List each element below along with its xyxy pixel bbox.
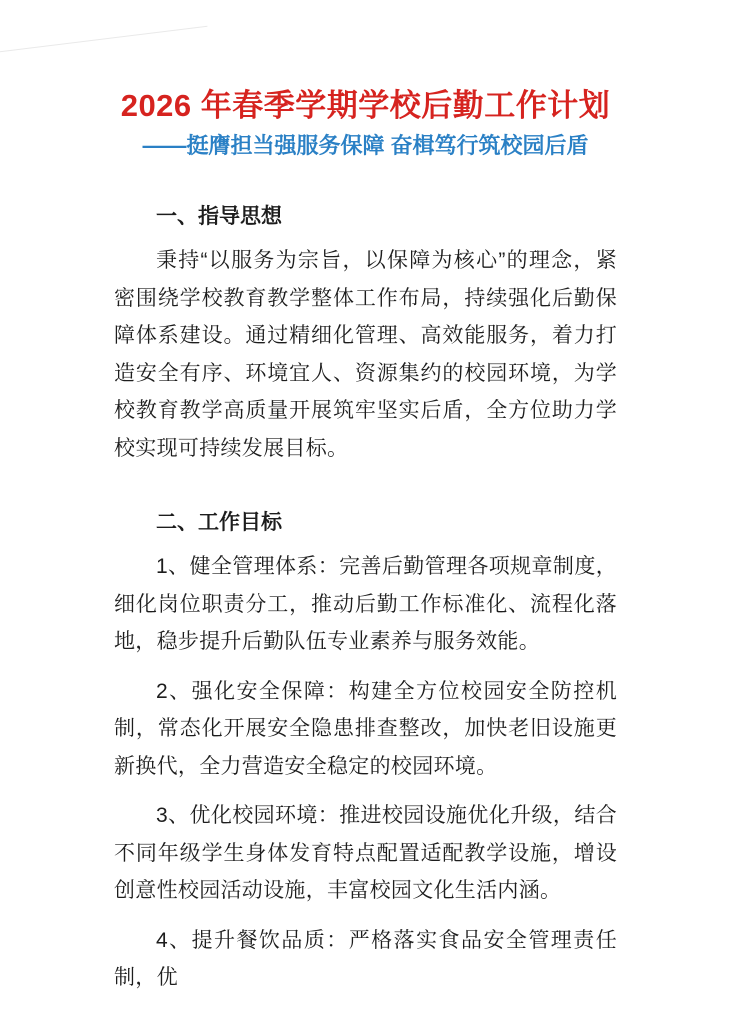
scan-edge-artifact (0, 26, 207, 53)
work-goal-item-2: 2、强化安全保障：构建全方位校园安全防控机制，常态化开展安全隐患排查整改，加快老旧设施更新换代，全力营造安全稳定的校园环境。 (114, 679, 617, 778)
work-goal-item-3: 3、优化校园环境：推进校园设施优化升级，结合不同年级学生身体发育特点配置适配教学设施，增设创意性校园活动设施，丰富校园文化生活内涵。 (114, 804, 617, 902)
document-title: 2026 年春季学期学校后勤工作计划 (120, 88, 611, 123)
section-heading-guiding-ideology: 一、指导思想 (156, 205, 282, 228)
work-goal-item-1: 1、健全管理体系：完善后勤管理各项规章制度，细化岗位职责分工，推动后勤工作标准化、流程化落地，稳步提升后勤队伍专业素养与服务效能。 (114, 555, 617, 653)
work-goal-item-4-truncated: 4、提升餐饮品质：严格落实食品安全管理责任制，优 (114, 928, 617, 989)
section-heading-work-goals: 二、工作目标 (156, 511, 282, 534)
document-subtitle: ——挺膺担当强服务保障 奋楫笃行筑校园后盾 (142, 133, 589, 158)
paragraph-guiding-ideology: 秉持“以服务为宗旨，以保障为核心”的理念，紧密围绕学校教育教学整体工作布局，持续强化后勤保障体系建设。通过精细化管理、高效能服务，着力打造安全有序、环境宜人、资源集约的校园环境，为学校教育教学高质量开展筑牢坚实后盾，全方位助力学校实现可持续发展目标。 (114, 249, 617, 460)
